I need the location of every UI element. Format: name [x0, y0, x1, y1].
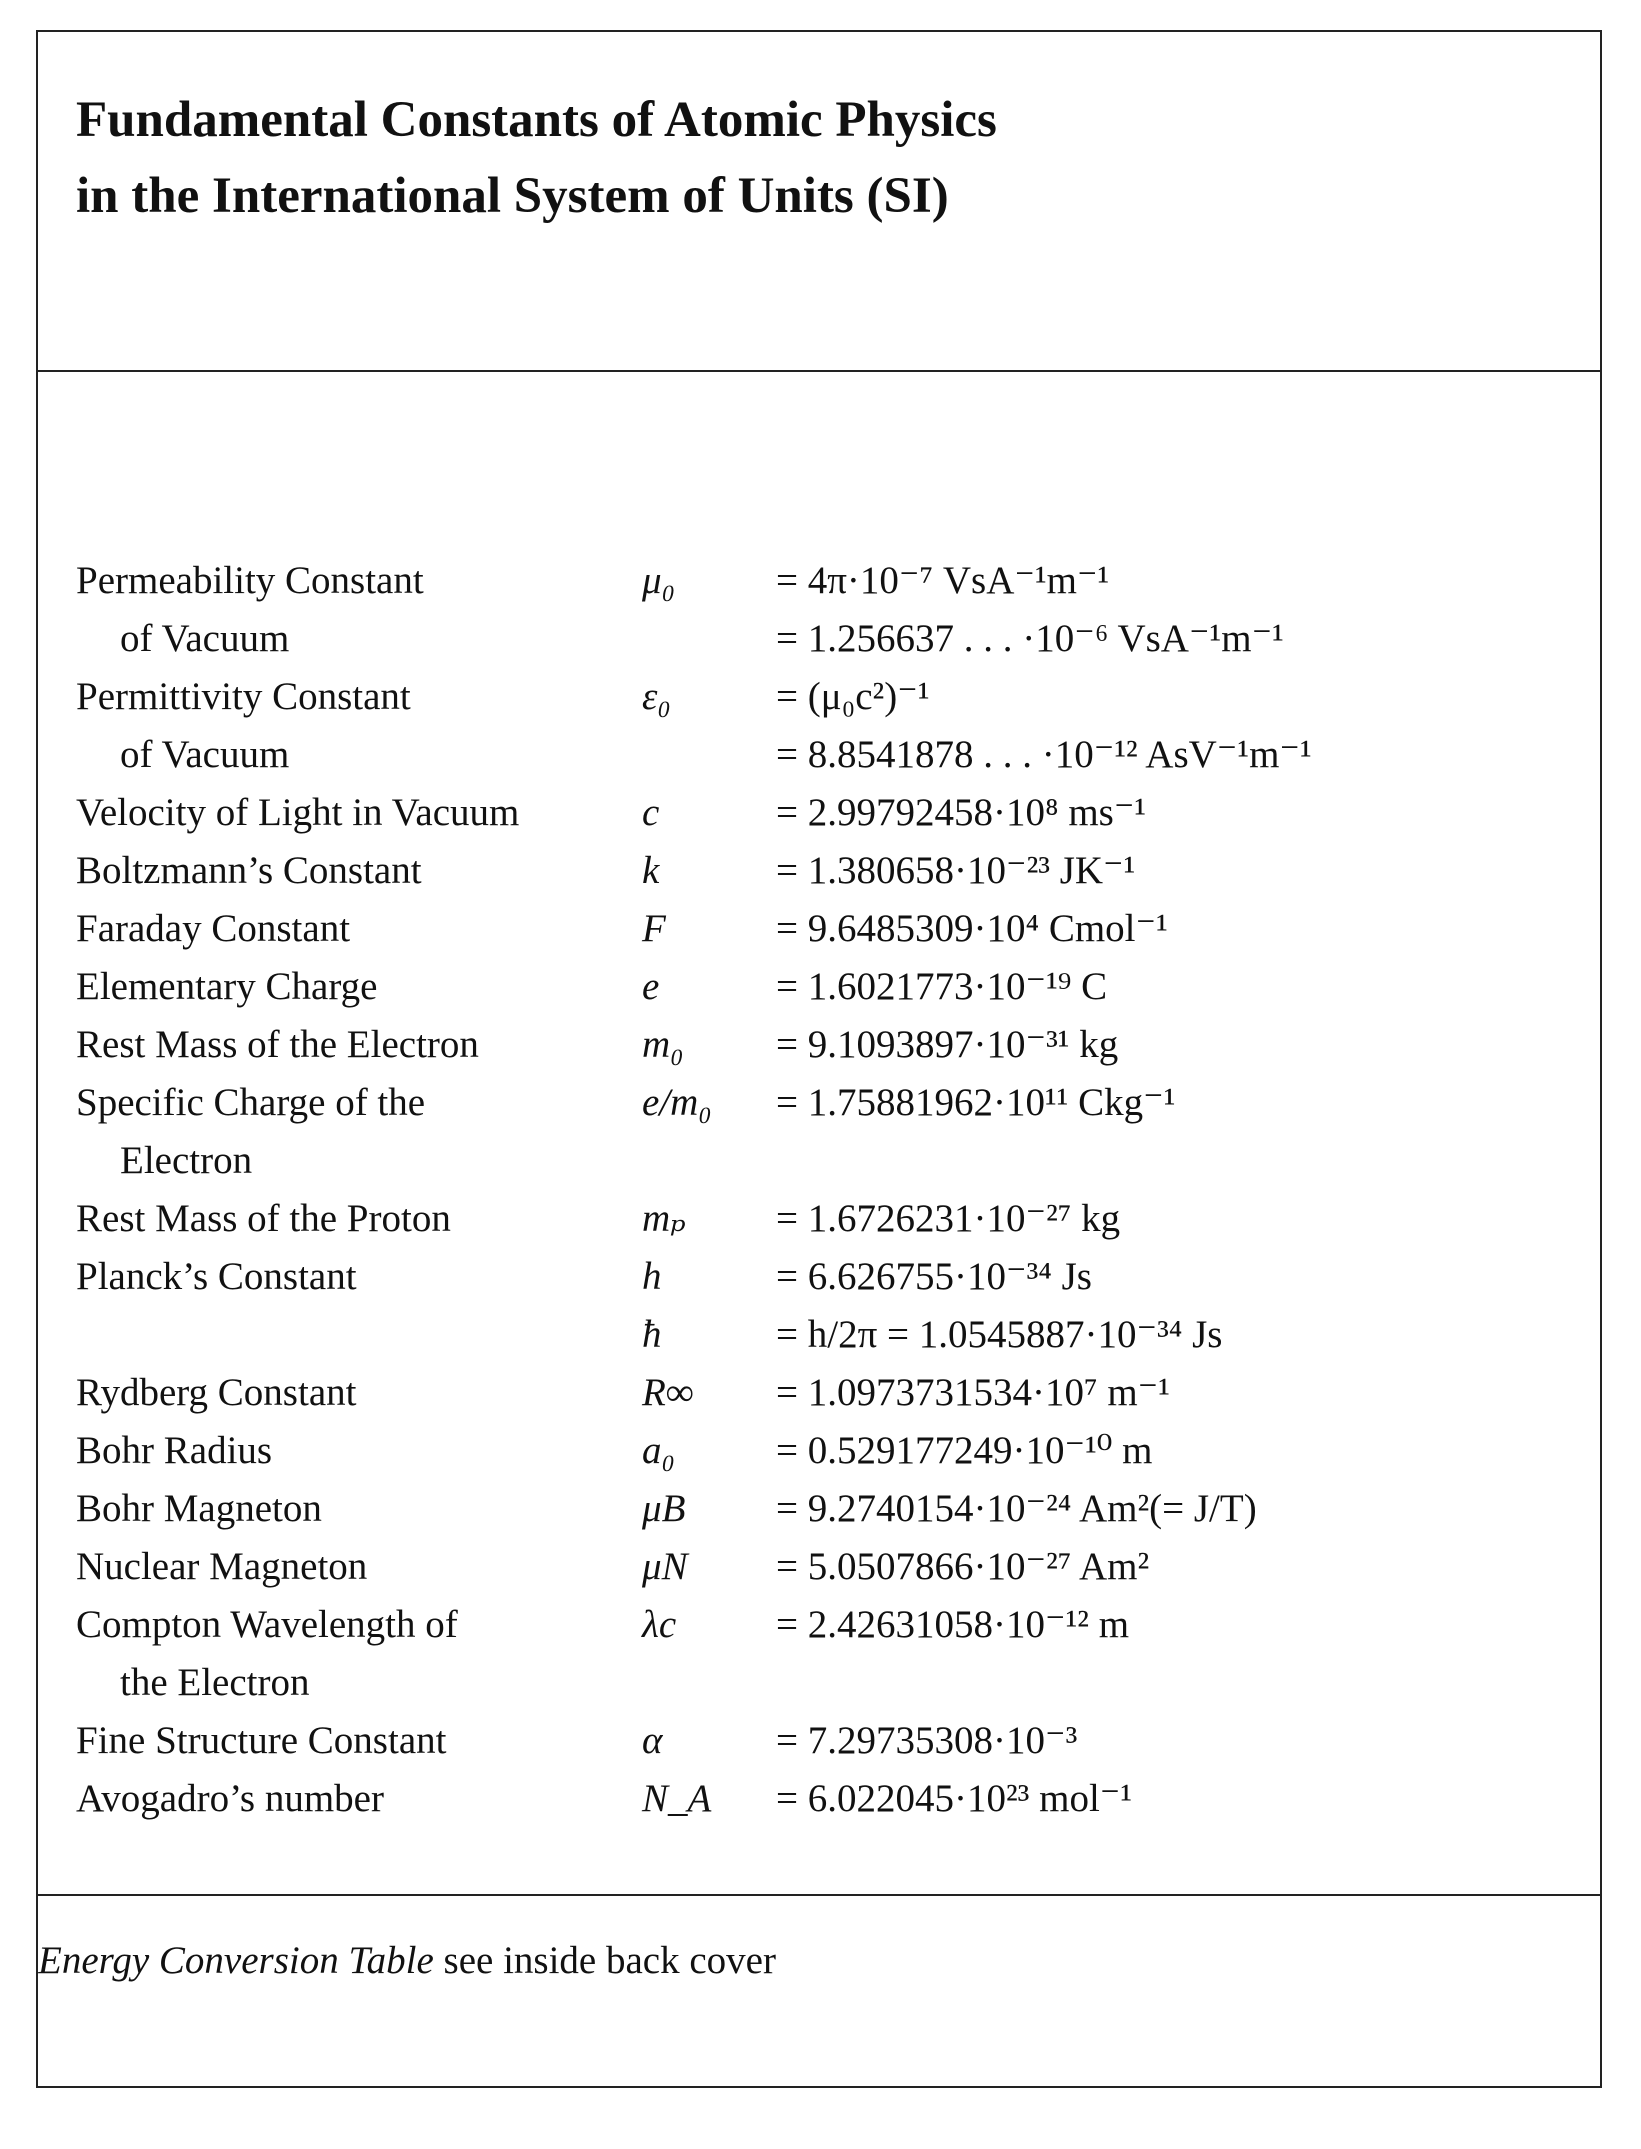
constant-symbol: e/m₀ — [642, 1081, 712, 1124]
constant-name: Avogadro’s number — [76, 1777, 384, 1820]
constant-name: the Electron — [120, 1661, 310, 1704]
constant-name: Rest Mass of the Proton — [76, 1197, 451, 1240]
constant-symbol: μN — [642, 1545, 688, 1588]
constant-symbol: h — [642, 1255, 662, 1298]
constant-symbol: R∞ — [642, 1371, 694, 1414]
constant-name: Bohr Magneton — [76, 1487, 322, 1530]
constant-name: Velocity of Light in Vacuum — [76, 791, 520, 834]
constant-name: Rest Mass of the Electron — [76, 1023, 479, 1066]
constant-name: of Vacuum — [120, 617, 290, 660]
constant-value: = 6.626755·10⁻³⁴ Js — [776, 1255, 1092, 1298]
constant-name: Permittivity Constant — [76, 675, 411, 718]
constant-name: Planck’s Constant — [76, 1255, 357, 1298]
constant-value: = h/2π = 1.0545887·10⁻³⁴ Js — [776, 1313, 1223, 1356]
constant-value: = 1.380658·10⁻²³ JK⁻¹ — [776, 849, 1136, 892]
constant-name: Electron — [120, 1139, 253, 1182]
constant-value: = 1.0973731534·10⁷ m⁻¹ — [776, 1371, 1170, 1414]
constant-name: Fine Structure Constant — [76, 1719, 447, 1762]
constant-name: Nuclear Magneton — [76, 1545, 368, 1588]
constant-value: = 5.0507866·10⁻²⁷ Am² — [776, 1545, 1150, 1588]
constant-symbol: e — [642, 965, 660, 1008]
footer-note — [38, 1936, 776, 1986]
constant-value: = 1.256637 . . . ·10⁻⁶ VsA⁻¹m⁻¹ — [776, 617, 1284, 660]
title-section — [38, 32, 1600, 372]
constant-symbol: c — [642, 791, 660, 834]
constant-symbol: λc — [642, 1603, 677, 1646]
constant-value: = 6.022045·10²³ mol⁻¹ — [776, 1777, 1133, 1820]
constant-symbol: N_A — [642, 1777, 712, 1820]
constant-symbol: m₀ — [642, 1023, 684, 1066]
footer-italic: Energy Conversion Table — [38, 1939, 434, 1982]
constant-value: = 2.42631058·10⁻¹² m — [776, 1603, 1130, 1646]
constant-value: = 8.8541878 . . . ·10⁻¹² AsV⁻¹m⁻¹ — [776, 733, 1312, 776]
constant-symbol: ε₀ — [642, 675, 671, 718]
constant-name: Faraday Constant — [76, 907, 351, 950]
constant-name: Rydberg Constant — [76, 1371, 357, 1414]
constants-table — [38, 372, 1600, 1896]
constant-name: of Vacuum — [120, 733, 290, 776]
title-line-1: Fundamental Constants of Atomic Physics — [76, 92, 997, 148]
constant-symbol: ħ — [642, 1313, 662, 1356]
constant-symbol: μ₀ — [642, 559, 676, 602]
constant-symbol: a₀ — [642, 1429, 676, 1472]
constant-name: Bohr Radius — [76, 1429, 273, 1472]
constant-symbol: μB — [642, 1487, 686, 1530]
constant-value: = 7.29735308·10⁻³ — [776, 1719, 1078, 1762]
constant-value: = 4π·10⁻⁷ VsA⁻¹m⁻¹ — [776, 559, 1110, 602]
constant-name: Elementary Charge — [76, 965, 378, 1008]
page-frame — [36, 30, 1602, 2088]
constant-value: = 9.6485309·10⁴ Cmol⁻¹ — [776, 907, 1168, 950]
constant-symbol: mₚ — [642, 1197, 686, 1240]
constant-value: = 2.99792458·10⁸ ms⁻¹ — [776, 791, 1147, 834]
constant-value: = 1.6726231·10⁻²⁷ kg — [776, 1197, 1121, 1240]
constant-value: = 1.6021773·10⁻¹⁹ C — [776, 965, 1108, 1008]
constant-name: Specific Charge of the — [76, 1081, 426, 1124]
page-title — [76, 82, 997, 234]
constant-value: = (μ₀c²)⁻¹ — [776, 675, 930, 718]
constant-symbol: F — [642, 907, 666, 950]
constant-value: = 9.2740154·10⁻²⁴ Am²(= J/T) — [776, 1487, 1257, 1530]
constant-name: Boltzmann’s Constant — [76, 849, 422, 892]
constant-value: = 1.75881962·10¹¹ Ckg⁻¹ — [776, 1081, 1176, 1124]
title-line-2: in the International System of Units (SI) — [76, 168, 949, 224]
constant-name: Compton Wavelength of — [76, 1603, 458, 1646]
constant-symbol: k — [642, 849, 660, 892]
footer-text: see inside back cover — [433, 1939, 776, 1982]
constant-symbol: α — [642, 1719, 663, 1762]
constant-value: = 0.529177249·10⁻¹⁰ m — [776, 1429, 1153, 1472]
constant-name: Permeability Constant — [76, 559, 424, 602]
constant-value: = 9.1093897·10⁻³¹ kg — [776, 1023, 1119, 1066]
